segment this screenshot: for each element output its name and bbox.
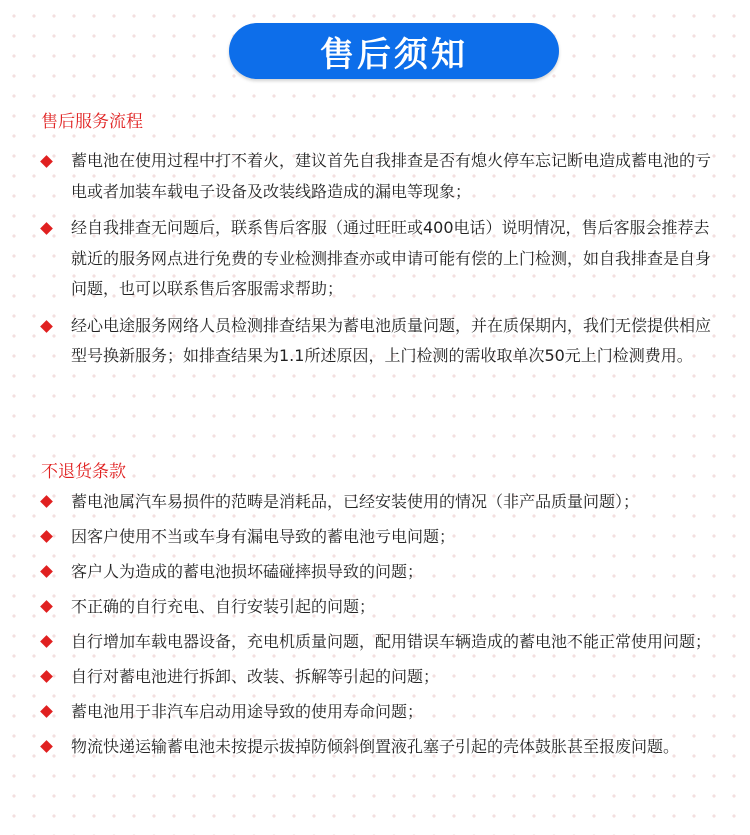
red-diamond-icon — [40, 670, 53, 683]
list-item — [0, 697, 750, 726]
list-item-text: 经自我排查无问题后，联系售后客服（通过旺旺或400电话）说明情况，售后客服会推荐去就近的服务网点进行免费的专业检测排查亦或申请可能有偿的上门检测，如自我排查是自身问题，也可以联系售后客服需求帮助； — [71, 218, 712, 298]
red-diamond-icon — [40, 495, 53, 508]
page-title: 售后须知 — [320, 34, 468, 75]
red-diamond-icon — [40, 635, 53, 648]
list-item-text: 自行对蓄电池进行拆卸、改装、拆解等引起的问题； — [71, 667, 440, 686]
list-item-text: 蓄电池属汽车易损件的范畴是消耗品，已经安装使用的情况（非产品质量问题）； — [71, 492, 640, 511]
red-diamond-icon — [40, 565, 53, 578]
list-item-text: 自行增加车载电器设备，充电机质量问题，配用错误车辆造成的蓄电池不能正常使用问题； — [71, 632, 712, 651]
list-item — [0, 732, 750, 761]
list-item — [0, 487, 750, 516]
after-sales-process-list — [0, 146, 750, 378]
red-diamond-icon — [40, 222, 53, 235]
list-item-text: 不正确的自行充电、自行安装引起的问题； — [71, 597, 376, 616]
list-item-text: 因客户使用不当或车身有漏电导致的蓄电池亏电问题； — [71, 527, 456, 546]
section-title-after-sales-process: 售后服务流程 — [41, 112, 143, 132]
list-item — [0, 662, 750, 691]
header-banner — [229, 23, 559, 79]
list-item — [0, 522, 750, 551]
list-item — [0, 557, 750, 586]
red-diamond-icon — [40, 740, 53, 753]
list-item-text: 经心电途服务网络人员检测排查结果为蓄电池质量问题，并在质保期内，我们无偿提供相应型号换新服务；如排查结果为1.1所述原因，上门检测的需收取单次50元上门检测费用。 — [71, 315, 712, 365]
list-item — [0, 311, 750, 372]
list-item-text: 蓄电池在使用过程中打不着火，建议首先自我排查是否有熄火停车忘记断电造成蓄电池的亏电或者加装车载电子设备及改装线路造成的漏电等现象； — [71, 151, 712, 201]
list-item — [0, 592, 750, 621]
list-item-text: 物流快递运输蓄电池未按提示拔掉防倾斜倒置液孔塞子引起的壳体鼓胀甚至报废问题。 — [71, 737, 680, 756]
list-item — [0, 627, 750, 656]
red-diamond-icon — [40, 530, 53, 543]
list-item-text: 蓄电池用于非汽车启动用途导致的使用寿命问题； — [71, 702, 424, 721]
list-item-text: 客户人为造成的蓄电池损坏磕碰摔损导致的问题； — [71, 562, 424, 581]
red-diamond-icon — [40, 600, 53, 613]
list-item — [0, 213, 750, 305]
list-item — [0, 146, 750, 207]
red-diamond-icon — [40, 155, 53, 168]
red-diamond-icon — [40, 320, 53, 333]
section-title-no-return-terms: 不退货条款 — [41, 462, 126, 482]
red-diamond-icon — [40, 705, 53, 718]
no-return-terms-list — [0, 487, 750, 767]
